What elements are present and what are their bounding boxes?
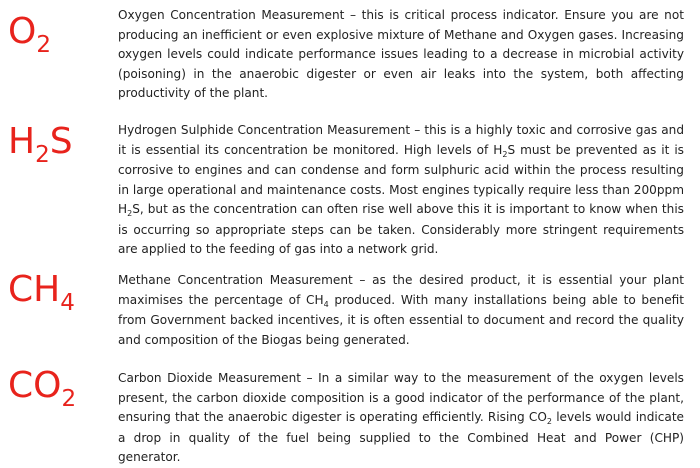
formula-subscript: 2 <box>35 142 50 168</box>
text-run: Hydrogen Sulphide Concentration Measurement – this is a highly toxic and corrosive gas and it is essential its concentration be monitored. High levels of H <box>118 123 684 157</box>
formula-h2s <box>8 122 73 166</box>
hydrogen-sulphide-description <box>118 121 684 260</box>
formula-ch4 <box>8 270 75 314</box>
formula-subscript: 2 <box>36 32 51 58</box>
text-run: produced. With many installations being able to benefit from Government backed incentives, it is often essential to document and record the quality and composition of the Biogas being generated. <box>118 292 684 347</box>
formula-subscript: 4 <box>60 290 75 316</box>
oxygen-description <box>118 6 684 104</box>
formula-base: CH <box>8 269 61 310</box>
text-run: S, but as the concentration can often rise well above this it is important to know when this is occurring so appropriate steps can be taken. Considerably more stringent requirements are applied to the feeding of gas into a network grid. <box>118 202 684 256</box>
text-subscript: 4 <box>323 299 329 309</box>
carbon-dioxide-description <box>118 369 684 468</box>
text-subscript: 2 <box>502 149 508 159</box>
text-run: levels would indicate a drop in quality of the fuel being supplied to the Combined Heat and Power (CHP) generator. <box>118 410 685 464</box>
text-subscript: 2 <box>127 209 133 218</box>
formula-subscript: 2 <box>61 386 77 412</box>
text-run: Oxygen Concentration Measurement – this is critical process indicator. Ensure you are not producing an inefficient or even explosive mixture of Methane and Oxygen gases. Increasing oxygen levels could indicate performance issues leading to a decrease in microbial activity (poisoning) in the anaerobic digester or even air leaks into the system, both affecting productivity of the plant. <box>118 8 684 100</box>
formula-base: CO <box>8 365 62 406</box>
formula-o2 <box>8 12 51 56</box>
formula-base: H <box>8 121 36 162</box>
formula-co2 <box>8 366 76 410</box>
text-run: S must be prevented as it is corrosive to engines and can condense and form sulphuric acid within the process resulting in large operational and maintenance costs. Most engines typically require less than 200ppm H <box>118 142 684 216</box>
text-run: Methane Concentration Measurement – as the desired product, it is essential your plant maximises the percentage of CH <box>118 273 684 307</box>
formula-base: O <box>8 11 37 52</box>
text-subscript: 2 <box>546 417 552 426</box>
methane-description <box>118 271 684 350</box>
text-run: Carbon Dioxide Measurement – In a similar way to the measurement of the oxygen levels present, the carbon dioxide composition is a good indicator of the performance of the plant, ensuring that the anaerobic digester is operating efficiently. Rising CO <box>118 371 684 424</box>
formula-tail: S <box>49 121 73 162</box>
